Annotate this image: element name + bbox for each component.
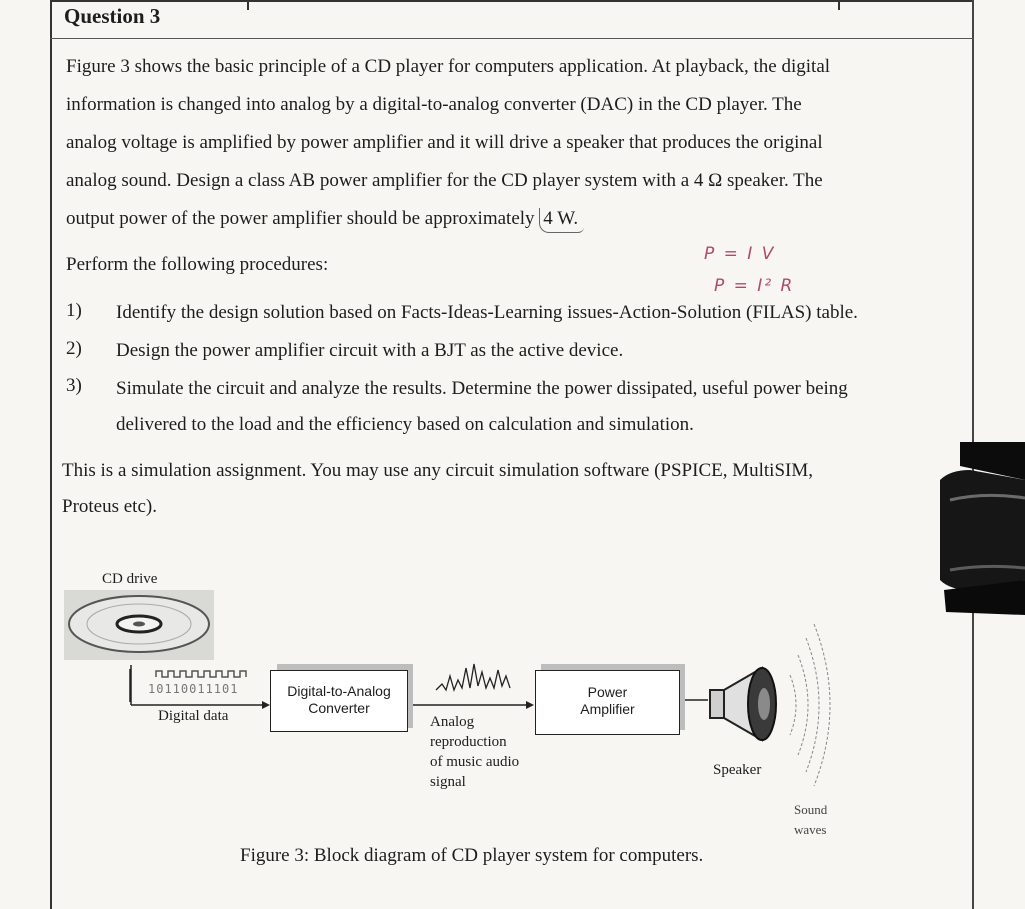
amp-label-line-1: Power <box>587 684 628 700</box>
intro-line-3: analog voltage is amplified by power amplifier and it will drive a speaker that produces the original <box>66 132 823 153</box>
intro-line-5-text: output power of the power amplifier should be approximately <box>66 208 535 229</box>
handwritten-note-2: P = I² R <box>714 276 795 296</box>
procedure-3-text-line-1: Simulate the circuit and analyze the results. Determine the power dissipated, useful power being <box>116 378 848 399</box>
intro-line-4: analog sound. Design a class AB power amplifier for the CD player system with a 4 Ω speaker. The <box>66 170 823 191</box>
question-heading: Question 3 <box>64 4 161 28</box>
power-amplifier-block <box>535 670 680 735</box>
amp-label-line-2: Amplifier <box>580 701 635 717</box>
procedure-3-number: 3) <box>66 375 82 396</box>
procedure-2-text: Design the power amplifier circuit with a BJT as the active device. <box>116 340 624 361</box>
procedure-1-text: Identify the design solution based on Facts-Ideas-Learning issues-Action-Solution (FILAS) table. <box>116 302 858 323</box>
procedure-1-number: 1) <box>66 300 82 321</box>
handwritten-note-1: P = I V <box>704 244 776 264</box>
sound-label-line-2: waves <box>794 822 827 837</box>
dac-block <box>270 670 408 732</box>
speaker-icon <box>706 664 782 744</box>
analog-label-line-3: of music audio <box>430 754 520 770</box>
analog-label-line-1: Analog <box>430 714 475 730</box>
sound-label-line-1: Sound <box>794 802 828 817</box>
intro-line-2: information is changed into analog by a digital-to-analog converter (DAC) in the CD player. The <box>66 94 802 115</box>
procedures-intro: Perform the following procedures: <box>66 254 329 275</box>
digital-data-label: Digital data <box>158 708 229 724</box>
analog-label-line-4: signal <box>430 774 466 790</box>
cd-drive-label: CD drive <box>102 571 158 587</box>
procedure-3-text-line-2: delivered to the load and the efficiency based on calculation and simulation. <box>116 414 694 435</box>
analog-label-line-2: reproduction <box>430 734 507 750</box>
power-value: 4 W. <box>539 208 584 233</box>
sound-waves-label <box>794 800 827 840</box>
sound-waves-icon <box>780 620 850 790</box>
analog-signal-label <box>430 712 519 792</box>
dac-label-line-2: Converter <box>308 700 370 716</box>
intro-line-1: Figure 3 shows the basic principle of a CD player for computers application. At playback, the digital <box>66 56 831 77</box>
bits-label: 10110011101 <box>148 682 239 696</box>
figure-caption: Figure 3: Block diagram of CD player system for computers. <box>240 845 704 866</box>
note-line-1: This is a simulation assignment. You may use any circuit simulation software (PSPICE, MultiSIM, <box>62 460 814 481</box>
dac-label-line-1: Digital-to-Analog <box>287 683 391 699</box>
note-line-2: Proteus etc). <box>62 496 157 517</box>
speaker-label: Speaker <box>713 762 762 778</box>
procedure-2-number: 2) <box>66 338 82 359</box>
